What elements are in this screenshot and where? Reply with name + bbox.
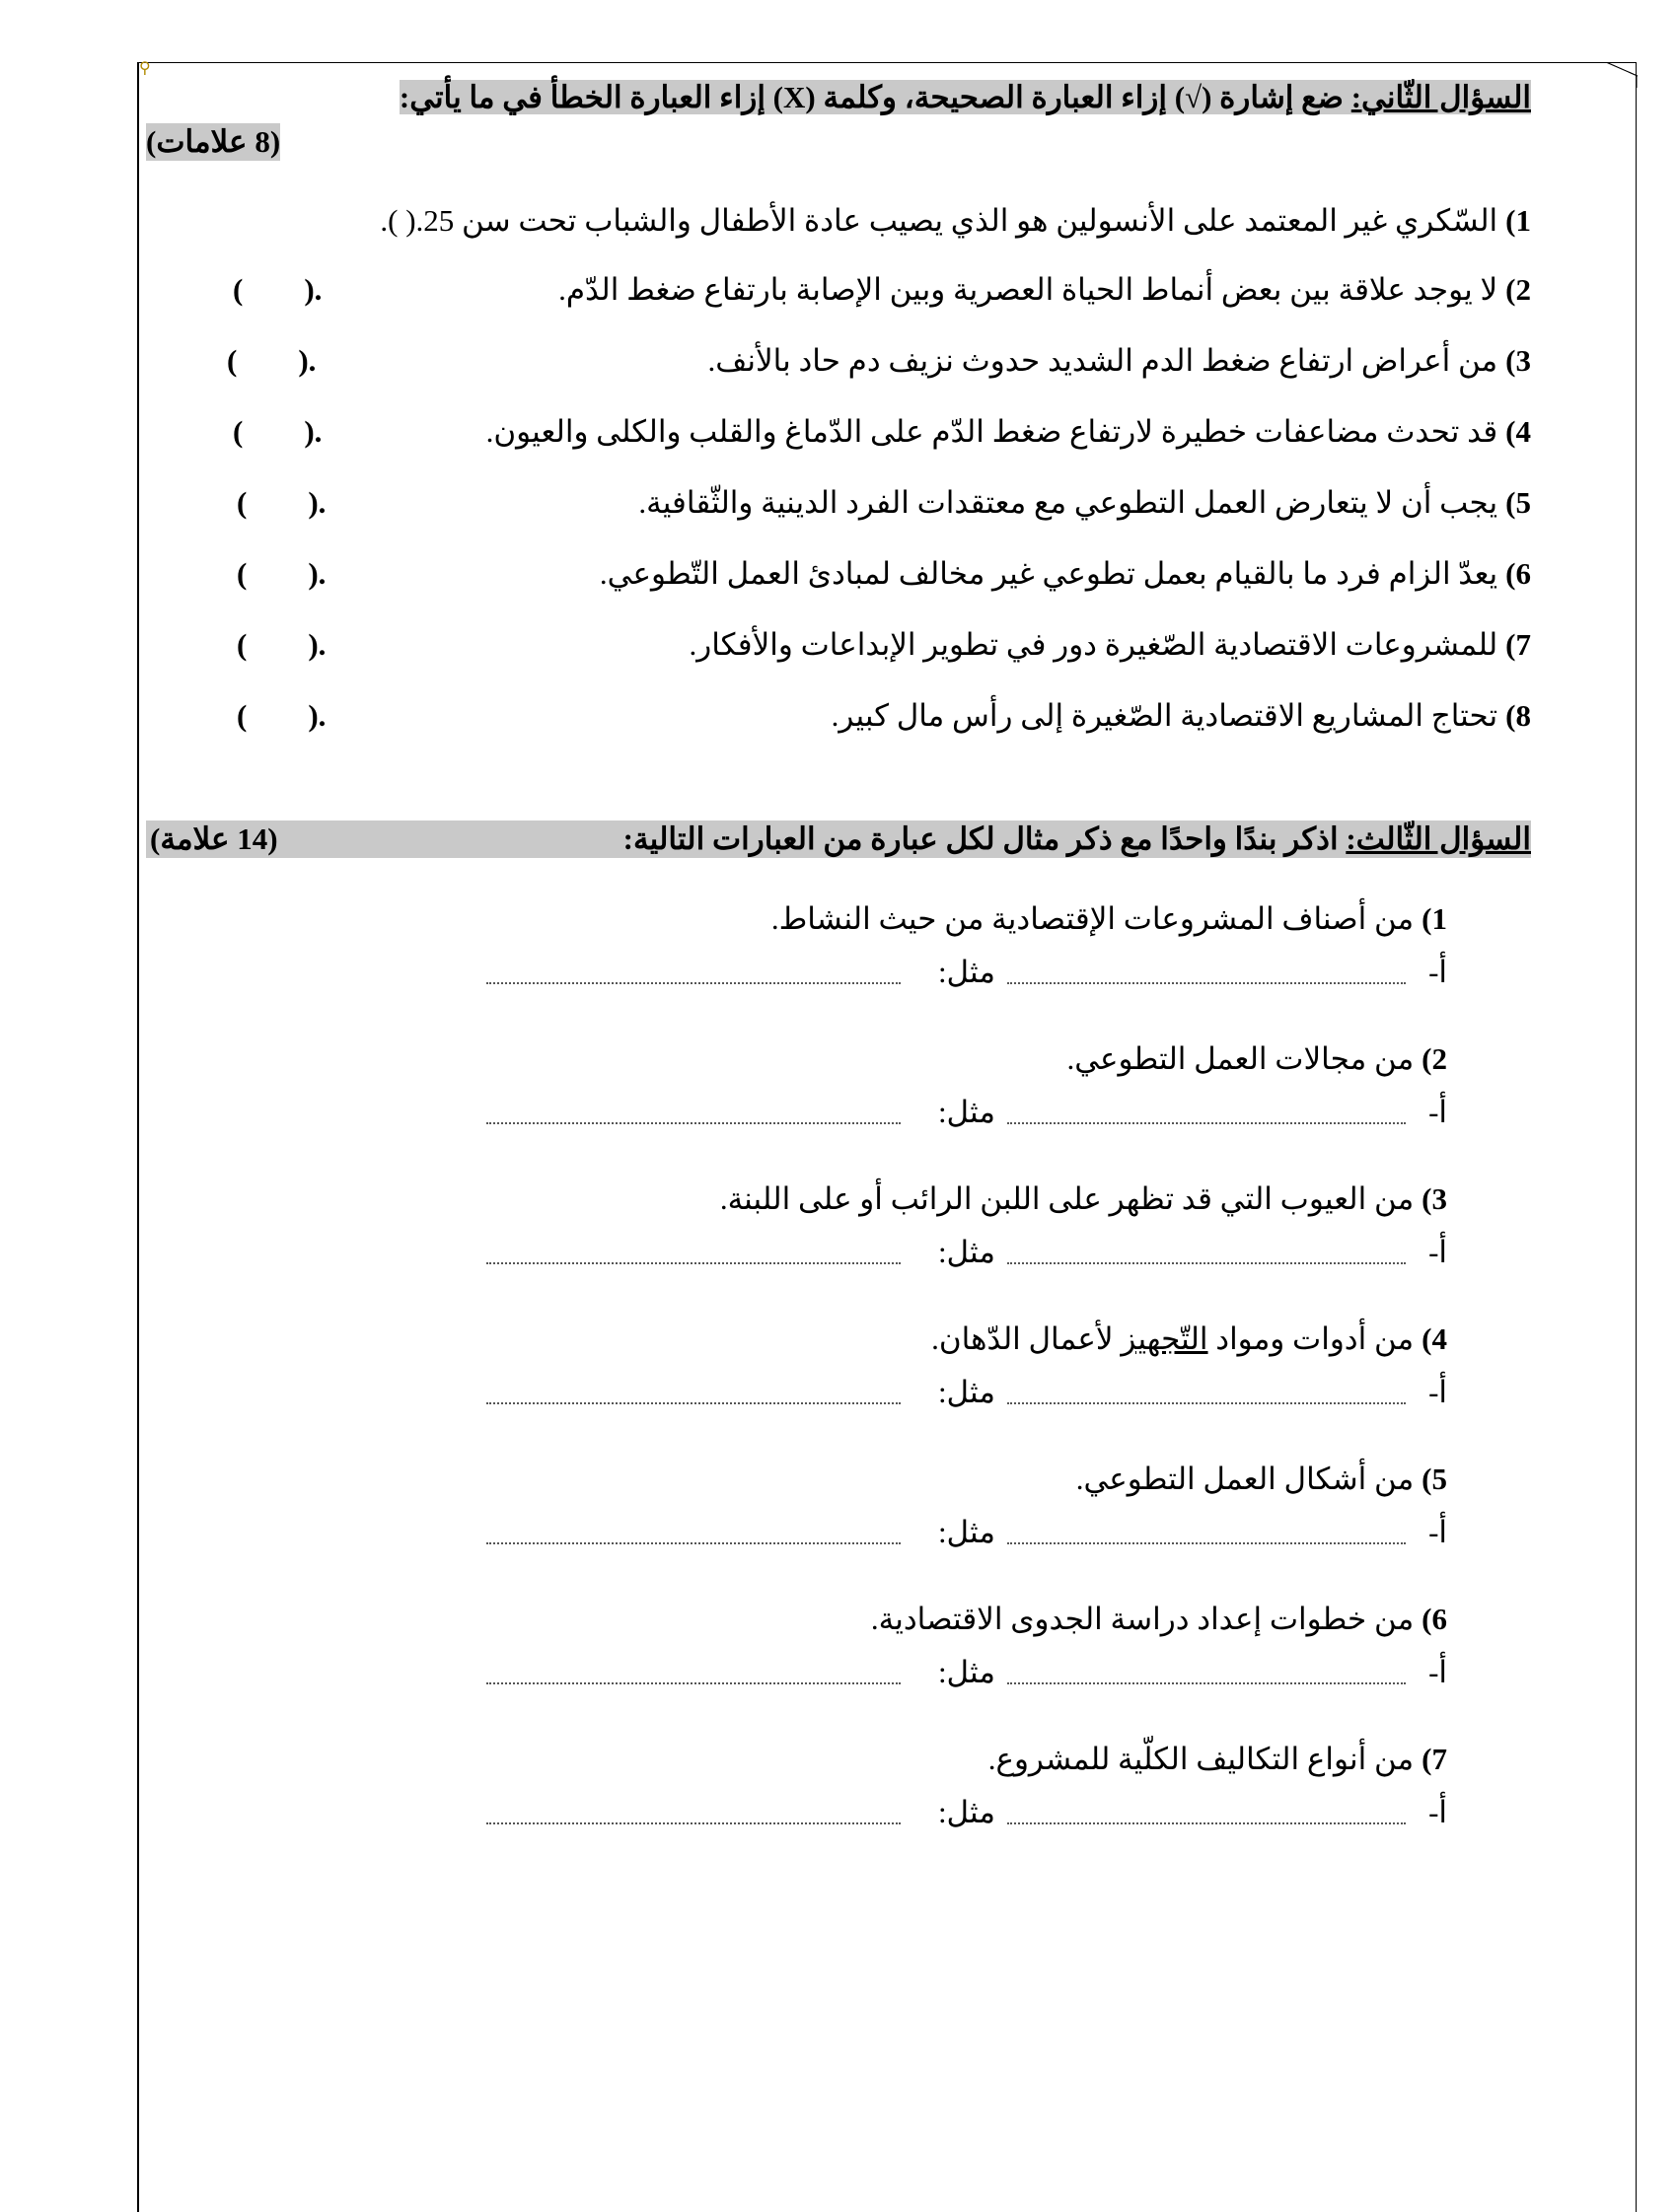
q3-title: [623, 821, 1531, 858]
item-number: 8): [1505, 698, 1531, 733]
page-frame: [137, 62, 1637, 2212]
item-text: السّكري غير المعتمد على الأنسولين هو الذي يصيب عادة الأطفال والشباب تحت سن 25.( ).: [380, 203, 1498, 238]
q3-item-1: [771, 899, 1447, 939]
item-answer-field[interactable]: [1007, 982, 1406, 984]
item-text: من أصناف المشروعات الإقتصادية من حيث النشاط.: [770, 901, 1415, 936]
example-label: مثل:: [937, 1795, 995, 1829]
item-number: 4): [1505, 414, 1531, 449]
item-number: 2): [1422, 1041, 1447, 1076]
q3-marks: (14 علامة): [150, 821, 278, 856]
q2-item-8: [832, 696, 1531, 736]
q2-item-7: [689, 625, 1531, 665]
answer-blank[interactable]: ( ).: [237, 627, 327, 662]
item-answer-field[interactable]: [1007, 1262, 1406, 1264]
q3-item-4: [931, 1320, 1447, 1359]
answer-letter: أ-: [1428, 1095, 1447, 1129]
q2-title: [400, 79, 1531, 116]
q2-item-5: [638, 483, 1531, 523]
pushpin-icon: ⚲: [139, 58, 151, 77]
item-text: من أنواع التكاليف الكلّية للمشروع.: [987, 1742, 1415, 1776]
item-number: 1): [1505, 203, 1531, 238]
q3-answer-row-5: [461, 1513, 1447, 1552]
answer-blank[interactable]: ( ).: [237, 556, 327, 591]
answer-blank[interactable]: ( ).: [233, 272, 323, 307]
answer-letter: أ-: [1428, 955, 1447, 989]
example-answer-field[interactable]: [486, 1542, 901, 1544]
item-number: 1): [1422, 901, 1447, 936]
item-number: 7): [1505, 627, 1531, 662]
item-answer-field[interactable]: [1007, 1822, 1406, 1824]
item-text: من العيوب التي قد تظهر على اللبن الرائب أو على اللبنة.: [719, 1181, 1415, 1216]
q3-answer-row-2: [461, 1093, 1447, 1132]
example-label: مثل:: [937, 1515, 995, 1549]
item-number: 6): [1505, 556, 1531, 591]
item-text: من خطوات إعداد دراسة الجدوى الاقتصادية.: [870, 1602, 1415, 1636]
example-answer-field[interactable]: [486, 1122, 901, 1124]
item-answer-field[interactable]: [1007, 1402, 1406, 1404]
example-answer-field[interactable]: [486, 1262, 901, 1264]
item-text: قد تحدث مضاعفات خطيرة لارتفاع ضغط الدّم على الدّماغ والقلب والكلى والعيون.: [485, 414, 1498, 449]
q2-title-label: السؤال الثّاني:: [1350, 80, 1531, 114]
item-answer-field[interactable]: [1007, 1122, 1406, 1124]
item-text: من أدوات ومواد: [1207, 1321, 1415, 1356]
item-number: 2): [1505, 272, 1531, 307]
item-number: 5): [1422, 1462, 1447, 1496]
example-label: مثل:: [937, 1655, 995, 1689]
item-number: 3): [1505, 343, 1531, 378]
q2-item-2: [558, 270, 1531, 310]
answer-blank[interactable]: ( ).: [227, 343, 317, 378]
item-text-underlined: التّجهيز: [1121, 1321, 1208, 1356]
q3-title-label: السؤال الثّالث:: [1346, 821, 1531, 856]
q3-answer-row-6: [461, 1653, 1447, 1692]
example-label: مثل:: [937, 1235, 995, 1269]
q3-item-7: [988, 1740, 1447, 1779]
item-number: 6): [1422, 1602, 1447, 1636]
example-label: مثل:: [937, 1095, 995, 1129]
q2-item-3: [708, 341, 1531, 381]
item-text: للمشروعات الاقتصادية الصّغيرة دور في تطوير الإبداعات والأفكار.: [689, 627, 1498, 662]
answer-blank[interactable]: ( ).: [233, 414, 323, 449]
item-text: من مجالات العمل التطوعي.: [1066, 1041, 1415, 1076]
q2-marks: (8 علامات): [146, 124, 281, 159]
q3-item-2: [1066, 1039, 1447, 1079]
q3-answer-row-7: [461, 1793, 1447, 1832]
item-text: من أعراض ارتفاع ضغط الدم الشديد حدوث نزيف دم حاد بالأنف.: [707, 343, 1498, 378]
answer-letter: أ-: [1428, 1235, 1447, 1269]
item-text: لا يوجد علاقة بين بعض أنماط الحياة العصرية وبين الإصابة بارتفاع ضغط الدّم.: [558, 272, 1498, 307]
answer-blank[interactable]: ( ).: [237, 485, 327, 520]
answer-blank[interactable]: ( ).: [237, 698, 327, 733]
answer-letter: أ-: [1428, 1375, 1447, 1409]
q3-item-3: [720, 1179, 1447, 1219]
answer-letter: أ-: [1428, 1655, 1447, 1689]
q2-item-6: [600, 554, 1531, 594]
item-number: 3): [1422, 1181, 1447, 1216]
item-text: من أشكال العمل التطوعي.: [1075, 1462, 1415, 1496]
item-number: 4): [1422, 1321, 1447, 1356]
example-answer-field[interactable]: [486, 1822, 901, 1824]
item-answer-field[interactable]: [1007, 1682, 1406, 1684]
item-number: 5): [1505, 485, 1531, 520]
q3-answer-row-3: [461, 1233, 1447, 1272]
item-answer-field[interactable]: [1007, 1542, 1406, 1544]
item-text: يعدّ الزام فرد ما بالقيام بعمل تطوعي غير مخالف لمبادئ العمل التّطوعي.: [599, 556, 1498, 591]
q2-title-text: ضع إشارة (√) إزاء العبارة الصحيحة، وكلمة (X) إزاء العبارة الخطأ في ما يأتي:: [399, 80, 1351, 114]
answer-letter: أ-: [1428, 1795, 1447, 1829]
q2-item-1: [380, 201, 1531, 241]
item-text: لأعمال الدّهان.: [931, 1321, 1122, 1356]
q3-item-6: [871, 1600, 1447, 1639]
example-label: مثل:: [937, 1375, 995, 1409]
q3-item-5: [1076, 1460, 1447, 1499]
example-answer-field[interactable]: [486, 1682, 901, 1684]
example-label: مثل:: [937, 955, 995, 989]
item-text: يجب أن لا يتعارض العمل التطوعي مع معتقدات الفرد الدينية والثّقافية.: [638, 485, 1498, 520]
page-corner-fold: [1606, 62, 1638, 88]
q3-answer-row-1: [461, 953, 1447, 992]
q3-answer-row-4: [461, 1373, 1447, 1412]
q3-title-text: اذكر بندًا واحدًا مع ذكر مثال لكل عبارة من العبارات التالية:: [622, 821, 1347, 856]
q2-item-4: [486, 412, 1531, 452]
example-answer-field[interactable]: [486, 1402, 901, 1404]
item-text: تحتاج المشاريع الاقتصادية الصّغيرة إلى رأس مال كبير.: [831, 698, 1498, 733]
example-answer-field[interactable]: [486, 982, 901, 984]
answer-letter: أ-: [1428, 1515, 1447, 1549]
item-number: 7): [1422, 1742, 1447, 1776]
